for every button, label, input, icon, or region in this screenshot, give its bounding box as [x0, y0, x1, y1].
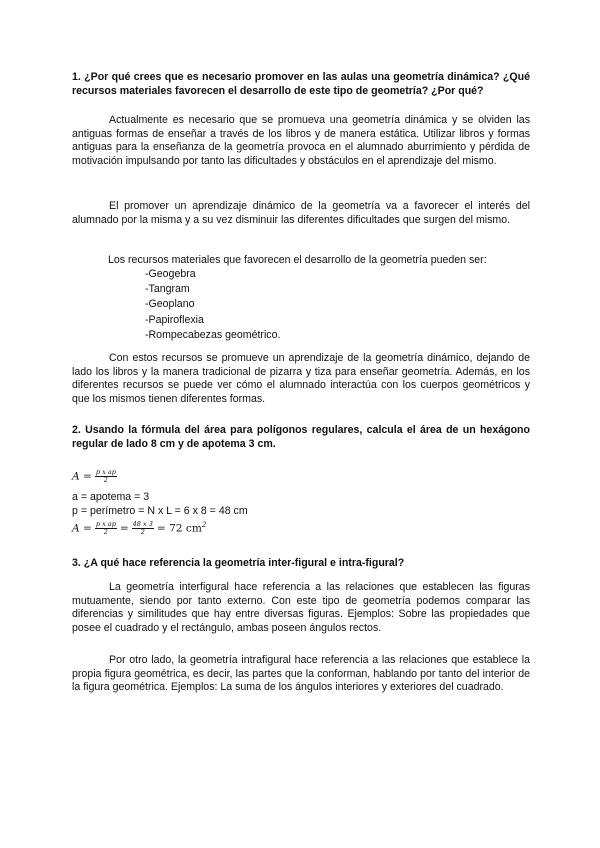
list-item: -Rompecabezas geométrico. — [145, 328, 281, 341]
calc-result: = 72 cm — [156, 522, 202, 535]
formula-denominator: 2 — [103, 476, 108, 484]
q3-paragraph-1: La geometría interfigural hace referencia a las relaciones que establecen las figuras mutuamente, siendo por tanto externo. Con este tipo de geometría podemos comparar las diferencias y similitudes que hay entre diversas figuras. Ejemplos: Sobre las propiedades que posee el cuadrado y el rectángulo, ambas poseen ángulos rectos. — [72, 581, 530, 634]
q1-paragraph-3: Con estos recursos se promueve un aprendizaje de la geometría dinámico, dejando de lado los libros y la manera tradicional de pizarra y tiza para enseñar geometría. Además, en los diferentes recursos se puede ver cómo el alumnado interactúa con los cuerpos geométricos y que los mismos tienen diferentes formas. — [72, 352, 530, 405]
list-item: -Geoplano — [145, 298, 195, 311]
calc-numerator-1: p x ap — [95, 520, 116, 529]
calc-denominator-2: 2 — [140, 528, 145, 537]
q3-paragraph-2: Por otro lado, la geometría intrafigural hace referencia a las relaciones que establece la propia figura geométrica, es decir, las partes que la conforman, hablando por tanto del interior de la figura geométrica. Ejemplos: La suma de los ángulos interiores y exteriores del cuadrado. — [72, 654, 530, 693]
question-1-heading: 1. ¿Por qué crees que es necesario promover en las aulas una geometría dinámica? ¿Qué recursos materiales favorecen el desarrollo de este tipo de geometría? ¿Por qué? — [72, 71, 530, 97]
q1-paragraph-2: El promover un aprendizaje dinámico de la geometría va a favorecer el interés del alumnado por la misma y a su vez disminuir las diferentes dificultades que surgen del mismo. — [72, 200, 530, 226]
formula-numerator: p x ap — [95, 468, 116, 476]
calc-exponent: 2 — [201, 521, 207, 529]
question-2-heading: 2. Usando la fórmula del área para polígonos regulares, calcula el área de un hexágono regular de lado 8 cm y de apotema 3 cm. — [72, 424, 530, 450]
calc-denominator-1: 2 — [103, 528, 108, 537]
calc-numerator-2: 48 x 3 — [132, 520, 153, 529]
calc-fraction-1 — [95, 521, 117, 536]
perimetro-line: p = perímetro = N x L = 6 x 8 = 48 cm — [72, 505, 248, 517]
calc-lhs: A = — [72, 522, 92, 535]
area-calculation: A = $\frac{\text{p x ap}}{2}$ = $\frac{48 x 3}{2}$ = 72 $cm^2$ — [72, 520, 207, 537]
formula-lhs: A = — [72, 470, 92, 483]
q1-paragraph-1: Actualmente es necesario que se promueva una geometría dinámica y se olviden las antiguas formas de enseñar a través de los libros y de manera estática. Utilizar libros y formas antiguas para la enseñanza de la geometría provoca en el alumnado aburrimiento y pérdida de motivación impulsando por tanto las dificultades y obstáculos en el aprendizaje del mismo. — [72, 114, 530, 167]
question-3-heading: 3. ¿A qué hace referencia la geometría inter-figural e intra-figural? — [72, 557, 405, 569]
area-formula — [72, 469, 117, 484]
formula-fraction — [95, 469, 117, 484]
apotema-line: a = apotema = 3 — [72, 491, 150, 503]
resources-intro: Los recursos materiales que favorecen el desarrollo de la geometría pueden ser: — [108, 254, 487, 266]
resources-list — [145, 267, 280, 343]
list-item: -Geogebra — [145, 268, 196, 280]
list-item: -Tangram — [145, 283, 190, 296]
calc-fraction-2 — [132, 521, 154, 536]
list-item: -Papiroflexia — [145, 313, 204, 326]
